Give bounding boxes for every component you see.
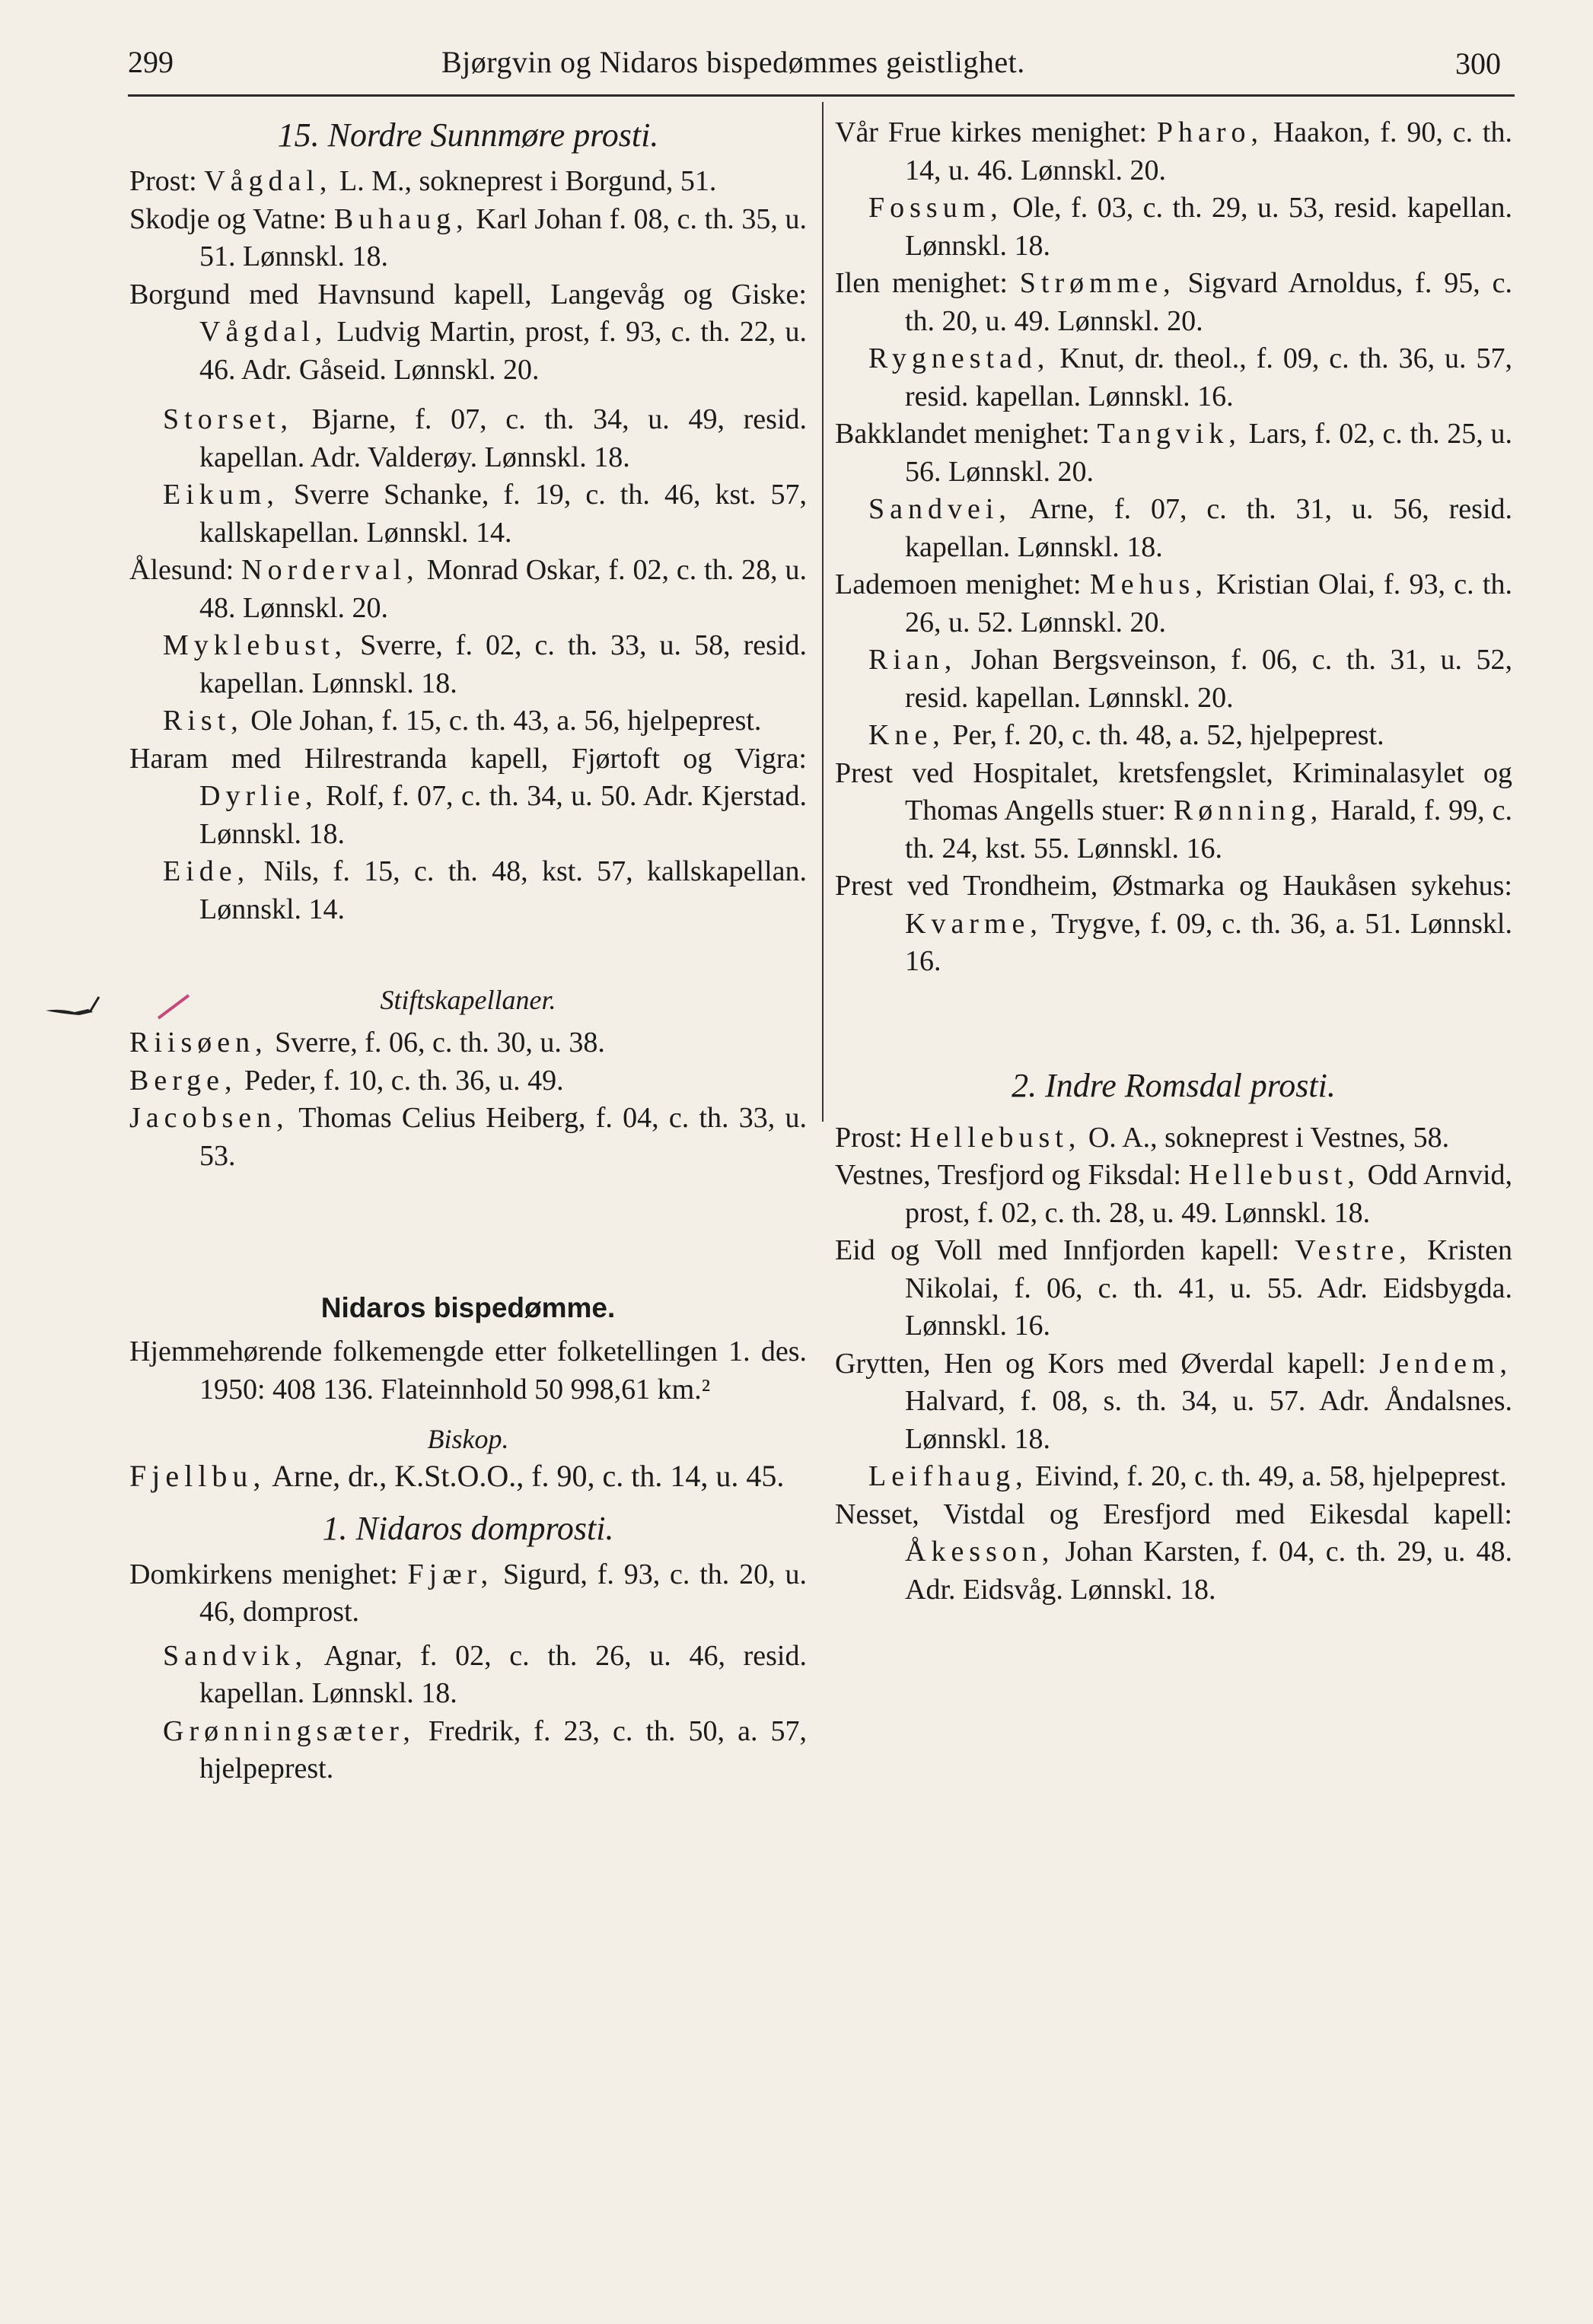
entry-hospitalet: Prest ved Hospitalet, kretsfengslet, Kriminalasylet og Thomas Angells stuer: Rønning, Harald, f. 99, c. th. 24, kst. 55. Lønnskl. 16. <box>835 756 1512 864</box>
entry-fjellbu: Fjellbu, Arne, dr., K.St.O.O., f. 90, c. th. 14, u. 45. <box>129 1459 785 1493</box>
entry-nesset: Nesset, Vistdal og Eresfjord med Eikesdal kapell: Åkesson, Johan Karsten, f. 04, c. th. 29, u. 48. Adr. Eidsvåg. Lønnskl. 18. <box>835 1498 1512 1606</box>
entry-grytten: Grytten, Hen og Kors med Øverdal kapell: Jendem, Halvard, f. 08, s. th. 34, u. 57. Adr. Åndalsnes. Lønnskl. 18. <box>835 1347 1512 1455</box>
entry-eikum: Eikum, Sverre Schanke, f. 19, c. th. 46, kst. 57, kallskapellan. Lønnskl. 14. <box>163 479 807 549</box>
entry-prost-hellebust: Prost: Hellebust, O. A., sokneprest i Vestnes, 58. <box>835 1121 1450 1154</box>
nidaros-population-text: Hjemmehørende folkemengde etter folketellingen 1. des. 1950: 408 136. Flateinnhold 50 998,61 km.² <box>129 1336 807 1406</box>
section-heading-nordre-sunnmore: 15. Nordre Sunnmøre prosti. <box>277 116 659 154</box>
entry-var-frue: Vår Frue kirkes menighet: Pharo, Haakon, f. 90, c. th. 14, u. 46. Lønnskl. 20. <box>835 116 1512 186</box>
header-rule <box>128 94 1515 97</box>
entry-lademoen: Lademoen menighet: Mehus, Kristian Olai, f. 93, c. th. 26, u. 52. Lønnskl. 20. <box>835 568 1512 638</box>
entry-jacobsen: Jacobsen, Thomas Celius Heiberg, f. 04, c. th. 33, u. 53. <box>129 1102 807 1172</box>
biskop-heading: Biskop. <box>427 1424 509 1454</box>
entry-berge: Berge, Peder, f. 10, c. th. 36, u. 49. <box>129 1064 564 1097</box>
entry-rygnestad: Rygnestad, Knut, dr. theol., f. 09, c. th. 36, u. 57, resid. kapellan. Lønnskl. 16. <box>868 342 1512 412</box>
name-vagdal-2: Vågdal, <box>199 316 328 348</box>
entry-rist: Rist, Ole Johan, f. 15, c. th. 43, a. 56, hjelpeprest. <box>163 705 762 737</box>
stiftskapellaner-heading: Stiftskapellaner. <box>380 985 556 1015</box>
page-number-right: 300 <box>1455 46 1501 81</box>
entry-borgund: Borgund med Havnsund kapell, Langevåg og Giske: Vågdal, Ludvig Martin, prost, f. 93, c. th. 22, u. 46. Adr. Gåseid. Lønnskl. 20. <box>129 278 807 386</box>
running-title: Bjørgvin og Nidaros bispedømmes geistlighet. <box>441 45 1025 79</box>
name-vagdal: Vågdal, <box>204 165 333 197</box>
entry-prost: Prost: Vågdal, L. M., sokneprest i Borgund, 51. <box>129 165 717 197</box>
page-header <box>0 0 1593 107</box>
entry-bakklandet: Bakklandet menighet: Tangvik, Lars, f. 02, c. th. 25, u. 56. Lønnskl. 20. <box>835 418 1512 488</box>
entry-gronningsaeter: Grønningsæter, Fredrik, f. 23, c. th. 50, a. 57, hjelpeprest. <box>163 1714 807 1784</box>
nidaros-bispedomme-heading: Nidaros bispedømme. <box>320 1292 616 1323</box>
entry-alesund: Ålesund: Norderval, Monrad Oskar, f. 02, c. th. 28, u. 48. Lønnskl. 20. <box>129 554 807 624</box>
entry-vestnes: Vestnes, Tresfjord og Fiksdal: Hellebust, Odd Arnvid, prost, f. 02, c. th. 28, u. 49. Lønnskl. 18. <box>835 1159 1513 1229</box>
entry-fossum: Fossum, Ole, f. 03, c. th. 29, u. 53, resid. kapellan. Lønnskl. 18. <box>868 192 1512 262</box>
entry-myklebust: Myklebust, Sverre, f. 02, c. th. 33, u. 58, resid. kapellan. Lønnskl. 18. <box>163 629 807 699</box>
entry-skodje: Skodje og Vatne: Buhaug, Karl Johan f. 08, c. th. 35, u. 51. Lønnskl. 18. <box>129 202 807 272</box>
column-divider <box>822 102 824 1122</box>
entry-domkirken: Domkirkens menighet: Fjær, Sigurd, f. 93, c. th. 20, u. 46, domprost. <box>129 1558 807 1628</box>
entry-trondheim-sykehus: Prest ved Trondheim, Østmarka og Haukåsen sykehus: Kvarme, Trygve, f. 09, c. th. 36, a. 51. Lønnskl. 16. <box>835 870 1512 977</box>
right-column <box>835 114 1512 1609</box>
name-buhaug: Buhaug, <box>333 202 469 235</box>
entry-sandvei: Sandvei, Arne, f. 07, c. th. 31, u. 56, resid. kapellan. Lønnskl. 18. <box>868 493 1512 563</box>
entry-riisoen: Riisøen, Sverre, f. 06, c. th. 30, u. 38. <box>129 1027 605 1059</box>
section-heading-nidaros-domprosti: 1. Nidaros domprosti. <box>322 1509 614 1547</box>
entry-rian: Rian, Johan Bergsveinson, f. 06, c. th. 31, u. 52, resid. kapellan. Lønnskl. 20. <box>868 644 1512 714</box>
left-column <box>129 114 807 1788</box>
entry-sandvik: Sandvik, Agnar, f. 02, c. th. 26, u. 46, resid. kapellan. Lønnskl. 18. <box>163 1639 807 1709</box>
entry-ilen: Ilen menighet: Strømme, Sigvard Arnoldus, f. 95, c. th. 20, u. 49. Lønnskl. 20. <box>835 267 1513 337</box>
entry-kne: Kne, Per, f. 20, c. th. 48, a. 52, hjelpeprest. <box>868 719 1384 751</box>
entry-eide: Eide, Nils, f. 15, c. th. 48, kst. 57, kallskapellan. Lønnskl. 14. <box>163 855 807 925</box>
entry-leifhaug: Leifhaug, Eivind, f. 20, c. th. 49, a. 58, hjelpeprest. <box>868 1460 1507 1492</box>
section-heading-indre-romsdal: 2. Indre Romsdal prosti. <box>1012 1066 1336 1104</box>
page-number-left: 299 <box>128 45 174 79</box>
entry-haram: Haram med Hilrestranda kapell, Fjørtoft og Vigra: Dyrlie, Rolf, f. 07, c. th. 34, u. 50. Adr. Kjerstad. Lønnskl. 18. <box>129 742 807 850</box>
entry-storset: Storset, Bjarne, f. 07, c. th. 34, u. 49, resid. kapellan. Adr. Valderøy. Lønnskl. 18. <box>163 403 807 473</box>
entry-eid-voll: Eid og Voll med Innfjorden kapell: Vestre, Kristen Nikolai, f. 06, c. th. 41, u. 55. Adr. Eidsbygda. Lønnskl. 16. <box>835 1234 1512 1342</box>
